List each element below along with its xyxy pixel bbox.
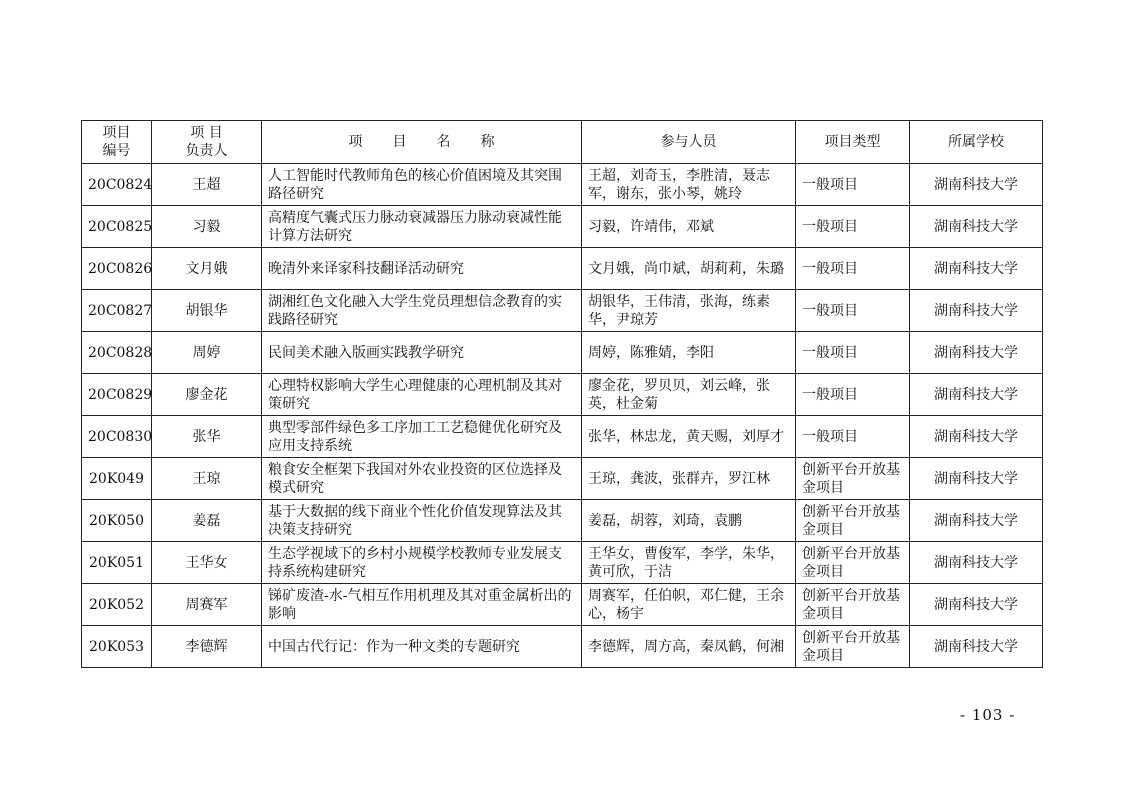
cell-project-name: 中国古代行记：作为一种文类的专题研究 [262,626,582,668]
cell-project-id: 20C0824 [82,164,152,206]
cell-project-id: 20K053 [82,626,152,668]
cell-project-leader: 王琼 [152,458,262,500]
cell-members: 姜磊，胡蓉，刘琦，袁鹏 [582,500,796,542]
table-row [82,206,1043,248]
header-school: 所属学校 [910,121,1043,164]
cell-project-name: 典型零部件绿色多工序加工工艺稳健优化研究及应用支持系统 [262,416,582,458]
cell-project-name: 湖湘红色文化融入大学生党员理想信念教育的实践路径研究 [262,290,582,332]
cell-project-leader: 廖金花 [152,374,262,416]
cell-project-id: 20K049 [82,458,152,500]
cell-project-type: 创新平台开放基金项目 [796,626,910,668]
cell-project-id: 20K051 [82,542,152,584]
cell-school: 湖南科技大学 [910,164,1043,206]
cell-members: 周婷，陈雅婧，李阳 [582,332,796,374]
cell-project-leader: 周赛军 [152,584,262,626]
table-row [82,458,1043,500]
cell-school: 湖南科技大学 [910,416,1043,458]
cell-project-id: 20C0829 [82,374,152,416]
cell-project-leader: 李德辉 [152,626,262,668]
cell-school: 湖南科技大学 [910,500,1043,542]
table-header [82,121,1043,164]
header-project-name: 项目名称 [262,121,582,164]
table-row [82,248,1043,290]
cell-project-id: 20C0828 [82,332,152,374]
cell-members: 周赛军，任伯帜，邓仁健，王余心，杨宇 [582,584,796,626]
cell-project-name: 基于大数据的线下商业个性化价值发现算法及其决策支持研究 [262,500,582,542]
cell-project-type: 创新平台开放基金项目 [796,458,910,500]
cell-school: 湖南科技大学 [910,458,1043,500]
header-members: 参与人员 [582,121,796,164]
cell-project-id: 20C0825 [82,206,152,248]
cell-members: 张华，林忠龙，黄天赐，刘厚才 [582,416,796,458]
page-number: - 103 - [960,706,1016,724]
project-table [81,120,1043,668]
cell-project-type: 一般项目 [796,332,910,374]
cell-project-type: 一般项目 [796,164,910,206]
cell-project-type: 一般项目 [796,248,910,290]
header-project-id: 项目 编号 [82,121,152,164]
table-row [82,584,1043,626]
cell-members: 王琼，龚波，张群卉，罗江林 [582,458,796,500]
cell-project-type: 一般项目 [796,416,910,458]
cell-project-id: 20K052 [82,584,152,626]
cell-project-id: 20C0830 [82,416,152,458]
cell-project-type: 一般项目 [796,374,910,416]
header-project-type: 项目类型 [796,121,910,164]
table-row [82,500,1043,542]
cell-project-id: 20C0827 [82,290,152,332]
cell-project-name: 高精度气囊式压力脉动衰减器压力脉动衰减性能计算方法研究 [262,206,582,248]
table-row [82,416,1043,458]
table-body [82,164,1043,668]
cell-project-name: 生态学视域下的乡村小规模学校教师专业发展支持系统构建研究 [262,542,582,584]
table-row [82,164,1043,206]
cell-members: 文月娥，尚巾斌，胡莉莉，朱璐 [582,248,796,290]
table-row [82,332,1043,374]
cell-project-leader: 文月娥 [152,248,262,290]
cell-project-leader: 王超 [152,164,262,206]
cell-project-leader: 王华女 [152,542,262,584]
cell-project-leader: 张华 [152,416,262,458]
cell-project-type: 一般项目 [796,206,910,248]
cell-members: 习毅，许靖伟，邓斌 [582,206,796,248]
cell-school: 湖南科技大学 [910,584,1043,626]
header-project-leader: 项 目 负责人 [152,121,262,164]
cell-project-leader: 姜磊 [152,500,262,542]
cell-members: 李德辉，周方高，秦凤鹤，何湘 [582,626,796,668]
cell-project-id: 20C0826 [82,248,152,290]
table-row [82,542,1043,584]
cell-school: 湖南科技大学 [910,542,1043,584]
cell-members: 胡银华，王伟清，张海，练素华，尹琼芳 [582,290,796,332]
cell-project-name: 人工智能时代教师角色的核心价值困境及其突围路径研究 [262,164,582,206]
cell-project-name: 晚清外来译家科技翻译活动研究 [262,248,582,290]
cell-members: 王超，刘奇玉，李胜清，聂志军，谢东，张小琴，姚玲 [582,164,796,206]
cell-project-type: 创新平台开放基金项目 [796,584,910,626]
cell-project-name: 锑矿废渣-水-气相互作用机理及其对重金属析出的影响 [262,584,582,626]
cell-project-name: 民间美术融入版画实践教学研究 [262,332,582,374]
cell-project-leader: 周婷 [152,332,262,374]
cell-members: 王华女，曹俊军，李学，朱华，黄可欣，于洁 [582,542,796,584]
cell-school: 湖南科技大学 [910,626,1043,668]
cell-project-leader: 习毅 [152,206,262,248]
cell-school: 湖南科技大学 [910,206,1043,248]
cell-members: 廖金花，罗贝贝，刘云峰，张英，杜金菊 [582,374,796,416]
table-row [82,290,1043,332]
cell-project-type: 创新平台开放基金项目 [796,500,910,542]
cell-school: 湖南科技大学 [910,248,1043,290]
cell-school: 湖南科技大学 [910,290,1043,332]
cell-project-name: 心理特权影响大学生心理健康的心理机制及其对策研究 [262,374,582,416]
table-row [82,626,1043,668]
cell-school: 湖南科技大学 [910,332,1043,374]
cell-project-name: 粮食安全框架下我国对外农业投资的区位选择及模式研究 [262,458,582,500]
cell-project-id: 20K050 [82,500,152,542]
cell-school: 湖南科技大学 [910,374,1043,416]
table-row [82,374,1043,416]
cell-project-leader: 胡银华 [152,290,262,332]
cell-project-type: 创新平台开放基金项目 [796,542,910,584]
cell-project-type: 一般项目 [796,290,910,332]
